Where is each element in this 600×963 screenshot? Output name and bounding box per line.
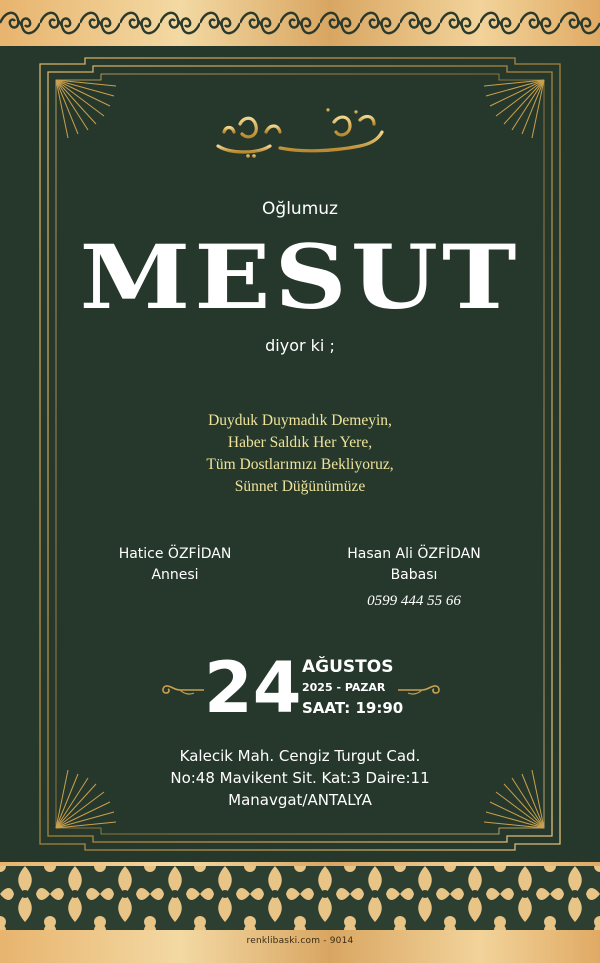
event-address bbox=[0, 745, 600, 811]
event-day: 24 bbox=[204, 647, 302, 729]
invitation-verse bbox=[0, 410, 600, 498]
verse-line: Tüm Dostlarımızı Bekliyoruz, bbox=[206, 456, 394, 473]
mother-name: Hatice ÖZFİDAN bbox=[118, 546, 232, 562]
father-block bbox=[304, 544, 524, 612]
gold-swirl-left-icon bbox=[160, 681, 206, 699]
bottom-ornament-band bbox=[0, 862, 600, 963]
gold-sunburst-top-right bbox=[484, 80, 544, 138]
address-line: Kalecik Mah. Cengiz Turgut Cad. bbox=[179, 747, 421, 765]
address-line: No:48 Mavikent Sit. Kat:3 Daire:11 bbox=[170, 769, 430, 787]
gold-sunburst-top-left bbox=[56, 80, 116, 138]
address-line: Manavgat/ANTALYA bbox=[228, 791, 372, 809]
event-date-details bbox=[302, 656, 403, 718]
mother-role: Annesi bbox=[151, 567, 199, 583]
intro-text: Oğlumuz bbox=[262, 199, 338, 219]
event-year-weekday: 2025 - PAZAR bbox=[302, 681, 386, 694]
father-name: Hasan Ali ÖZFİDAN bbox=[347, 546, 481, 562]
event-month: AĞUSTOS bbox=[302, 657, 394, 677]
father-role: Babası bbox=[390, 567, 438, 583]
event-time: SAAT: 19:90 bbox=[302, 699, 404, 717]
father-phone: 0599 444 55 66 bbox=[367, 593, 461, 609]
child-name: MESUT bbox=[79, 225, 521, 329]
verse-line: Haber Saldık Her Yere, bbox=[227, 434, 373, 451]
basmala-calligraphy-icon bbox=[210, 102, 390, 162]
gold-swirl-right-icon bbox=[396, 681, 442, 699]
arabesque-border-pattern-icon bbox=[0, 862, 600, 932]
mother-block bbox=[65, 544, 285, 586]
verse-line: Sünnet Düğünümüze bbox=[234, 478, 366, 495]
printer-credit: renklibaski.com - 9014 bbox=[246, 936, 354, 946]
says-text: diyor ki ; bbox=[265, 336, 335, 355]
verse-line: Duyduk Duymadık Demeyin, bbox=[208, 412, 392, 429]
